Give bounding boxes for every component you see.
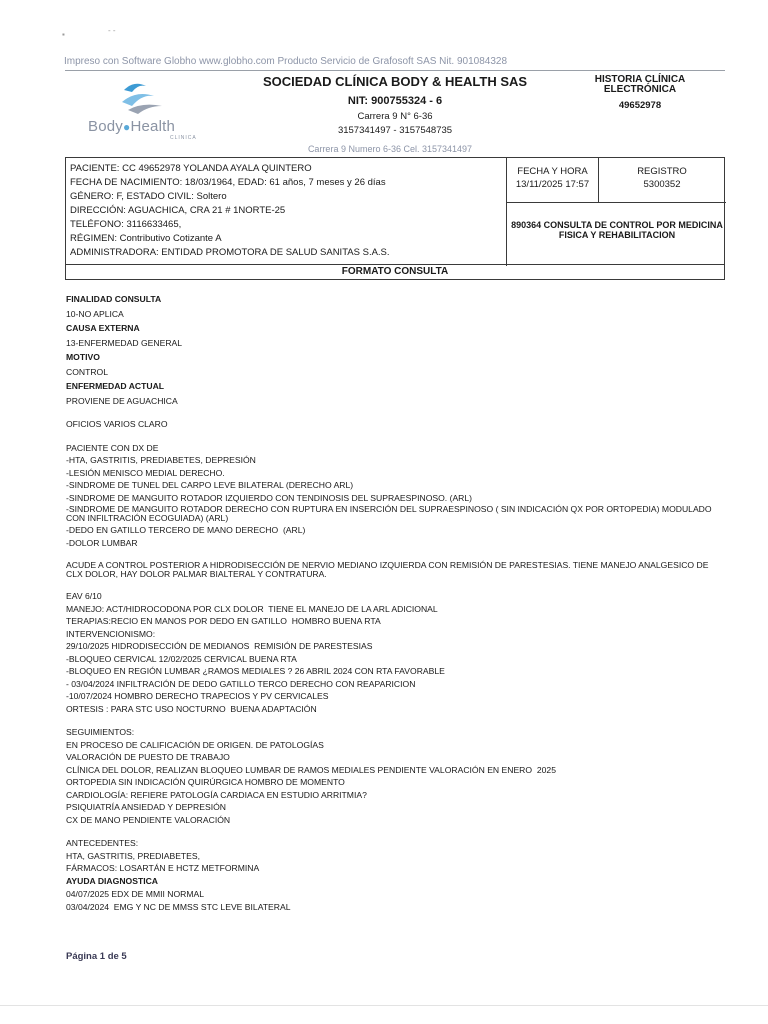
- seguimiento-item: ORTOPEDIA SIN INDICACIÓN QUIRÚRGICA HOMBRO DE MOMENTO: [66, 777, 345, 787]
- registry-label: REGISTRO: [637, 166, 687, 177]
- ortesis-line: ORTESIS : PARA STC USO NOCTURNO BUENA ADAPTACIÓN: [66, 703, 317, 714]
- seguimientos-heading: SEGUIMIENTOS:: [66, 727, 135, 737]
- patient-administrator: ADMINISTRADORA: ENTIDAD PROMOTORA DE SALUD SANITAS S.A.S.: [70, 247, 390, 258]
- intervencion-item: -BLOQUEO CERVICAL 12/02/2025 CERVICAL BUENA RTA: [66, 653, 297, 664]
- seguimiento-item: CLÍNICA DEL DOLOR, REALIZAN BLOQUEO LUMBAR DE RAMOS MEDIALES PENDIENTE VALORACIÓN EN ENERO 2025: [66, 764, 556, 775]
- dx-item: -HTA, GASTRITIS, PREDIABETES, DEPRESIÓN: [66, 455, 256, 465]
- section-heading: MOTIVO: [66, 352, 100, 362]
- patient-gender: GÉNERO: F, ESTADO CIVIL: Soltero: [70, 191, 227, 202]
- terapias-line: TERAPIAS:RECIO EN MANOS POR DEDO EN GATILLO HOMBRO BUENA RTA: [66, 616, 381, 626]
- intervencionismo-heading: INTERVENCIONISMO:: [66, 628, 156, 639]
- record-number: 49652978: [618, 100, 662, 111]
- antecedentes-line: HTA, GASTRITIS, PREDIABETES,: [66, 850, 201, 861]
- section-heading: CAUSA EXTERNA: [66, 323, 140, 333]
- scan-speck: ▪: [62, 30, 65, 39]
- service-description: 890364 CONSULTA DE CONTROL POR MEDICINA FISICA Y REHABILITACION: [511, 220, 723, 240]
- intervencion-item: -10/07/2024 HOMBRO DERECHO TRAPECIOS Y PV CERVICALES: [66, 691, 329, 701]
- dx-item: -SINDROME DE TUNEL DEL CARPO LEVE BILATERAL (DERECHO ARL): [66, 480, 354, 490]
- enfermedad-line: PROVIENE DE AGUACHICA: [66, 395, 178, 406]
- causa-value: 13-ENFERMEDAD GENERAL: [66, 337, 183, 348]
- seguimiento-item: EN PROCESO DE CALIFICACIÓN DE ORIGEN. DE PATOLOGÍAS: [66, 739, 324, 750]
- section-heading: AYUDA DIAGNOSTICA: [66, 875, 158, 886]
- intervencion-item: - 03/04/2024 INFILTRACIÓN DE DEDO GATILLO TERCO DERECHO CON REAPARICION: [66, 678, 416, 689]
- logo-wordmark: Body●Health: [88, 118, 176, 135]
- dx-item: -DEDO EN GATILLO TERCERO DE MANO DERECHO (ARL): [66, 525, 306, 535]
- header-footer-address: Carrera 9 Numero 6-36 Cel. 3157341497: [307, 144, 473, 154]
- company-name: SOCIEDAD CLÍNICA BODY & HEALTH SAS: [262, 74, 528, 89]
- company-phones: 3157341497 - 3157548735: [337, 125, 453, 136]
- company-address: Carrera 9 N° 6-36: [357, 111, 433, 122]
- date-value: 13/11/2025 17:57: [515, 179, 590, 190]
- software-line: Impreso con Software Globho www.globho.com Producto Servicio de Grafosoft SAS Nit. 901084328: [64, 56, 508, 67]
- seguimiento-item: CARDIOLOGÍA: REFIERE PATOLOGÍA CARDIACA EN ESTUDIO ARRITMIA?: [66, 789, 367, 800]
- scan-speck: - -: [108, 26, 116, 35]
- patient-address: DIRECCIÓN: AGUACHICA, CRA 21 # 1NORTE-25: [70, 205, 286, 216]
- intervencion-item: 29/10/2025 HIDRODISECCIÓN DE MEDIANOS REMISIÓN DE PARESTESIAS: [66, 641, 373, 651]
- dx-item: -LESIÓN MENISCO MEDIAL DERECHO.: [66, 467, 225, 478]
- antecedentes-heading: ANTECEDENTES:: [66, 838, 139, 848]
- enfermedad-line: OFICIOS VARIOS CLARO: [66, 419, 168, 429]
- dx-item: -DOLOR LUMBAR: [66, 537, 138, 548]
- logo-subtitle: CLINICA: [170, 135, 197, 141]
- logo-wave-icon: [118, 80, 168, 116]
- patient-name: PACIENTE: CC 49652978 YOLANDA AYALA QUINTERO: [70, 163, 312, 174]
- manejo-line: MANEJO: ACT/HIDROCODONA POR CLX DOLOR TIENE EL MANEJO DE LA ARL ADICIONAL: [66, 603, 438, 614]
- registry-value: 5300352: [643, 179, 681, 190]
- ayuda-item: 04/07/2025 EDX DE MMII NORMAL: [66, 889, 205, 899]
- seguimiento-item: CX DE MANO PENDIENTE VALORACIÓN: [66, 814, 231, 825]
- page-number: Página 1 de 5: [66, 951, 127, 962]
- intervencion-item: -BLOQUEO EN REGIÓN LUMBAR ¿RAMOS MEDIALES ? 26 ABRIL 2024 CON RTA FAVORABLE: [66, 666, 445, 676]
- format-title: FORMATO CONSULTA: [65, 265, 725, 280]
- page-edge-line: [0, 1005, 768, 1006]
- consultation-content: [66, 294, 731, 912]
- ayuda-item: 03/04/2024 EMG Y NC DE MMSS STC LEVE BILATERAL: [66, 901, 291, 912]
- seguimiento-item: VALORACIÓN DE PUESTO DE TRABAJO: [66, 752, 230, 762]
- patient-regimen: RÉGIMEN: Contributivo Cotizante A: [70, 233, 222, 244]
- clinic-logo: [88, 80, 208, 146]
- record-title: HISTORIA CLÍNICA ELECTRÓNICA: [594, 74, 686, 95]
- date-label: FECHA Y HORA: [517, 166, 588, 177]
- motivo-value: CONTROL: [66, 366, 109, 377]
- dx-item: -SINDROME DE MANGUITO ROTADOR IZQUIERDO CON TENDINOSIS DEL SUPRAESPINOSO. (ARL): [66, 492, 473, 503]
- dx-item: -SINDROME DE MANGUITO ROTADOR DERECHO CON RUPTURA EN INSERCIÓN DEL SUPRAESPINOSO ( SIN INDICACIÓN QX POR ORTOPEDIA) MODULADO CON INFILTRACIÓN ECOGUIADA) (ARL): [66, 504, 712, 523]
- section-heading: FINALIDAD CONSULTA: [66, 294, 162, 304]
- eav-value: EAV 6/10: [66, 591, 102, 601]
- seguimiento-item: PSIQUIATRÍA ANSIEDAD Y DEPRESIÓN: [66, 802, 226, 812]
- finalidad-value: 10-NO APLICA: [66, 308, 124, 319]
- antecedentes-line: FÁRMACOS: LOSARTÁN E HCTZ METFORMINA: [66, 863, 260, 873]
- divider: [506, 202, 726, 203]
- company-nit: NIT: 900755324 - 6: [347, 95, 443, 107]
- dx-intro: PACIENTE CON DX DE: [66, 442, 159, 453]
- patient-phone: TELÉFONO: 3116633465,: [70, 219, 182, 230]
- patient-info-box: [65, 157, 725, 265]
- acude-paragraph: ACUDE A CONTROL POSTERIOR A HIDRODISECCIÓN DE NERVIO MEDIANO IZQUIERDA CON REMISIÓN DE PARESTESIAS. TIENE MANEJO ANALGESICO DE CLX DOLOR, HAY DOLOR PALMAR BIALTERAL Y CONTRATURA.: [66, 560, 709, 579]
- section-heading: ENFERMEDAD ACTUAL: [66, 381, 165, 391]
- patient-birthdate: FECHA DE NACIMIENTO: 18/03/1964, EDAD: 61 años, 7 meses y 26 días: [70, 177, 386, 188]
